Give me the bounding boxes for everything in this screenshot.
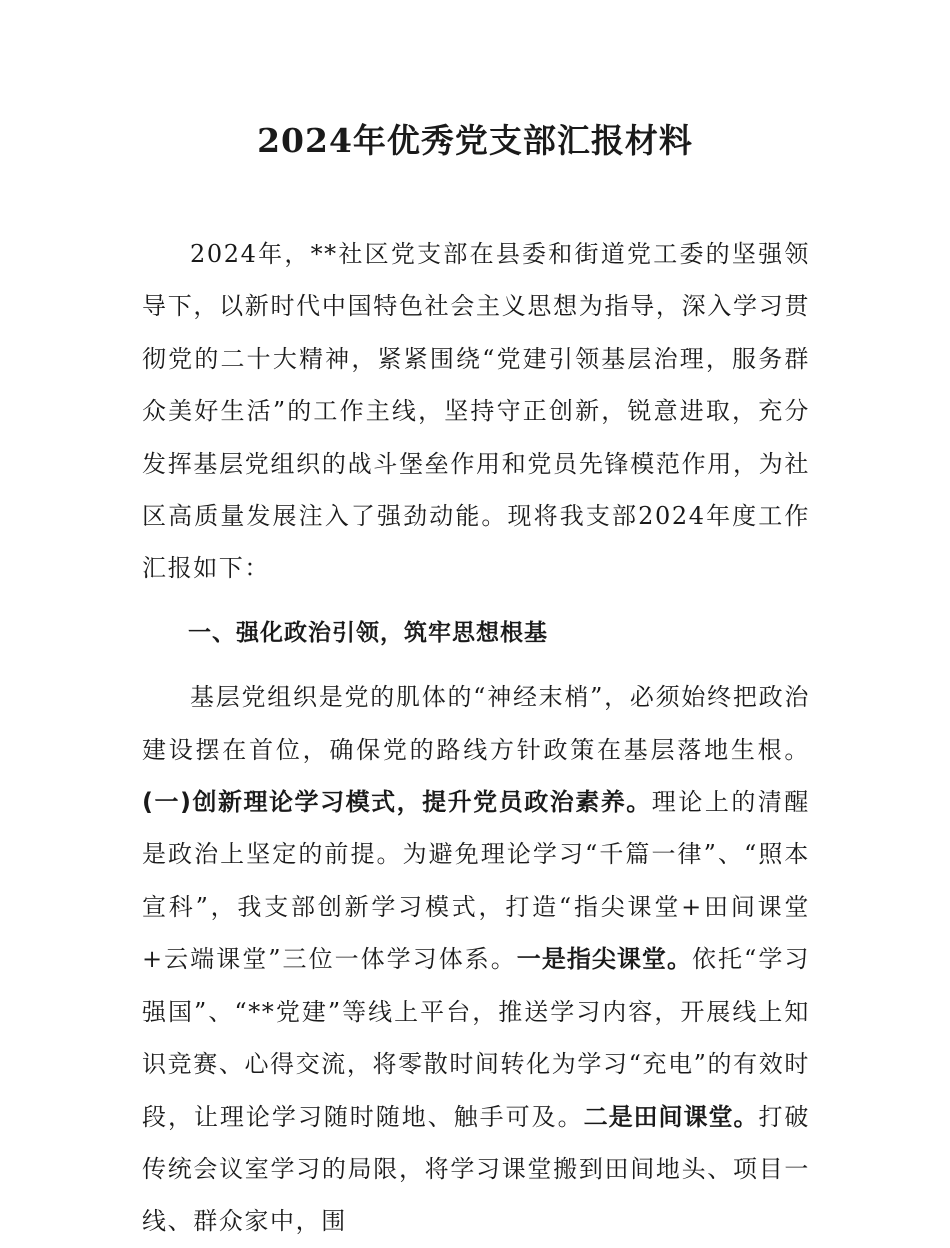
paragraph-text: 基层党组织是党的肌体的“神经末梢”，必须始终把政治建设摆在首位，确保党的路线方针政策在基层落地生根。 <box>142 683 810 764</box>
paragraph-text: 理论上的清醒是政治上坚定的前提。为避免理论学习“千篇一律”、“照本宣科”，我支部创新学习模式，打造“指尖课堂+田间课堂+云端课堂”三位一体学习体系。 <box>142 788 810 974</box>
document-body <box>142 228 810 1248</box>
section-heading: 一、强化政治引领，筑牢思想根基 <box>188 619 548 646</box>
paragraph-text: 依托“学习强国”、“**党建”等线上平台，推送学习内容，开展线上知识竞赛、心得交流，将零散时间转化为学习“充电”的有效时段，让理论学习随时随地、触手可及。 <box>142 945 810 1131</box>
item-heading-1: 一是指尖课堂。 <box>516 945 692 974</box>
intro-paragraph: 2024年，**社区党支部在县委和街道党工委的坚强领导下，以新时代中国特色社会主义思想为指导，深入学习贯彻党的二十大精神，紧紧围绕“党建引领基层治理，服务群众美好生活”的工作主线，坚持守正创新，锐意进取，充分发挥基层党组织的战斗堡垒作用和党员先锋模范作用，为社区高质量发展注入了强劲动能。现将我支部2024年度工作汇报如下： <box>142 240 810 583</box>
section-paragraph <box>142 671 810 1247</box>
paragraph-text: 打破传统会议室学习的局限，将学习课堂搬到田间地头、项目一线、群众家中，围 <box>142 1102 811 1236</box>
page-title: 2024年优秀党支部汇报材料 <box>257 121 693 160</box>
subsection-heading: (一)创新理论学习模式，提升党员政治素养。 <box>142 788 652 817</box>
item-heading-2: 二是田间课堂。 <box>583 1102 759 1131</box>
